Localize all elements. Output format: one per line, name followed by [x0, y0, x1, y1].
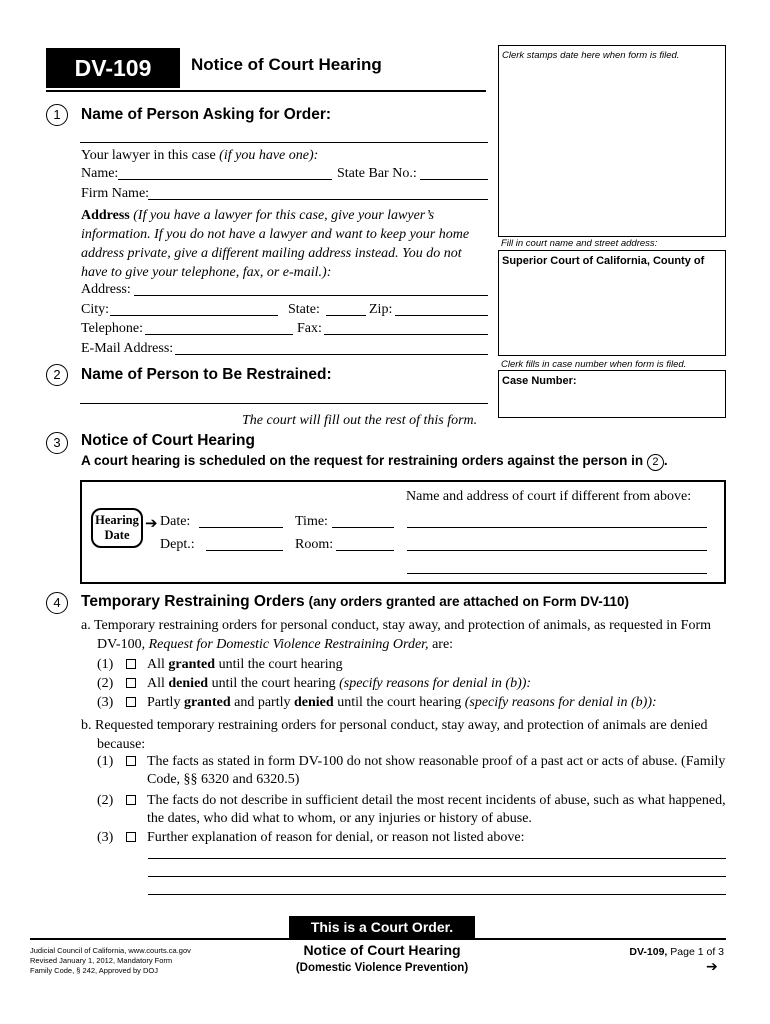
- section-4-heading: [81, 593, 629, 611]
- section-2-title: Name of Person to Be Restrained:: [81, 366, 332, 383]
- telephone-label: Telephone:: [81, 321, 143, 336]
- section-3-subtitle-end: .: [663, 453, 668, 468]
- a-item-2-text: [147, 676, 531, 692]
- state-bar-input[interactable]: [420, 165, 488, 180]
- footer-page-number: Page 1 of 3: [670, 946, 724, 958]
- fax-label: Fax:: [297, 321, 322, 336]
- fax-input[interactable]: [324, 320, 488, 335]
- item-a-line2-post: are:: [432, 637, 454, 652]
- address-note-2: information. If you do not have a lawyer and want to keep your home: [81, 227, 470, 242]
- b-item-1-line1: The facts as stated in form DV-100 do not show reasonable proof of a past act or acts of abuse. (Family: [147, 754, 726, 769]
- email-label: E-Mail Address:: [81, 341, 174, 356]
- address-note-3: address private, give a different mailing address instead. You do not: [81, 246, 462, 261]
- header-rule: [46, 90, 486, 92]
- b-item-1-checkbox[interactable]: [126, 756, 136, 766]
- section-2-number: 2: [46, 364, 68, 386]
- lawyer-name-input[interactable]: [118, 165, 332, 180]
- hearing-badge-line1: Hearing: [95, 513, 139, 527]
- footer-revised: Revised January 1, 2012, Mandatory Form: [30, 956, 173, 965]
- court-name-box[interactable]: [498, 250, 726, 356]
- item-a-line2-pre: DV-100,: [97, 637, 146, 652]
- address-note: [81, 206, 501, 282]
- name-label: Name:: [81, 166, 119, 181]
- a-item-3-num: (3): [97, 695, 114, 710]
- a-item-1-post: until the court hearing: [218, 657, 343, 672]
- footer-council: Judicial Council of California, www.courts.ca.gov: [30, 946, 191, 955]
- denial-reason-line-2[interactable]: [148, 862, 726, 877]
- state-bar-label: State Bar No.:: [337, 166, 417, 181]
- arrow-icon: ➔: [145, 514, 158, 532]
- date-label: Date:: [160, 514, 191, 529]
- a-item-1-text: [147, 657, 343, 673]
- page-title: Notice of Court Hearing: [191, 55, 382, 74]
- b-item-2-line2: the dates, who did what to whom, or any injuries or history of abuse.: [147, 811, 532, 826]
- footer-code: Family Code, § 242, Approved by DOJ: [30, 966, 158, 975]
- alt-court-label: Name and address of court if different from above:: [406, 489, 692, 504]
- a-item-1-checkbox[interactable]: [126, 659, 136, 669]
- a-item-1-pre: All: [147, 657, 165, 672]
- court-name-label: Superior Court of California, County of: [502, 255, 705, 267]
- section-3-subtitle-text: A court hearing is scheduled on the request for restraining orders against the person in: [81, 453, 644, 468]
- hearing-badge-line2: Date: [104, 528, 130, 542]
- a-item-2-num: (2): [97, 676, 114, 691]
- zip-label: Zip:: [369, 302, 393, 317]
- a-item-1-bold: granted: [168, 657, 216, 672]
- address-input[interactable]: [134, 281, 488, 296]
- a-item-2-bold: denied: [168, 676, 209, 691]
- a-item-2-post: until the court hearing: [211, 676, 336, 691]
- address-bold: Address: [81, 208, 130, 223]
- a-item-1-num: (1): [97, 657, 114, 672]
- hearing-time-input[interactable]: [332, 513, 394, 528]
- alt-court-line-1[interactable]: [407, 513, 707, 528]
- b-item-2-checkbox[interactable]: [126, 795, 136, 805]
- item-a-line2: [97, 637, 453, 653]
- section-3-number: 3: [46, 432, 68, 454]
- firm-name-input[interactable]: [148, 185, 488, 200]
- telephone-input[interactable]: [145, 320, 293, 335]
- item-b-line1: b. Requested temporary restraining orders for personal conduct, stay away, and protection of animals are denied: [81, 718, 708, 733]
- footer-rule: [30, 938, 726, 940]
- firm-name-label: Firm Name:: [81, 186, 150, 201]
- address-label: Address:: [81, 282, 131, 297]
- section-1-number: 1: [46, 104, 68, 126]
- hearing-date-badge: [91, 508, 143, 548]
- address-note-4: have to give your telephone, fax, or e-mail.):: [81, 265, 332, 280]
- hearing-dept-input[interactable]: [206, 536, 283, 551]
- b-item-1-line2: Code, §§ 6320 and 6320.5): [147, 772, 300, 787]
- item-a-line1: a. Temporary restraining orders for personal conduct, stay away, and protection of animals, as requested in Form: [81, 618, 711, 633]
- b-item-2-line1: The facts do not describe in sufficient detail the most recent incidents of abuse, such as what happened,: [147, 793, 726, 808]
- case-number-label: Case Number:: [502, 375, 577, 387]
- city-label: City:: [81, 302, 110, 317]
- b-item-3-line1: Further explanation of reason for denial, or reason not listed above:: [147, 830, 525, 845]
- form-id: DV-109: [74, 55, 152, 81]
- case-number-hint: Clerk fills in case number when form is filed.: [501, 359, 687, 370]
- email-input[interactable]: [175, 340, 488, 355]
- item-a-line2-italic: Request for Domestic Violence Restraining Order,: [148, 637, 429, 652]
- a-item-3-bold: granted: [183, 695, 231, 710]
- section-4-number: 4: [46, 592, 68, 614]
- footer-left: [30, 946, 191, 976]
- item-b-line2: because:: [97, 737, 146, 752]
- b-item-2-num: (2): [97, 793, 114, 808]
- footer-page: [600, 946, 724, 958]
- court-fill-note: The court will fill out the rest of this form.: [242, 413, 478, 428]
- footer-title: Notice of Court Hearing: [303, 942, 461, 958]
- a-item-3-post: until the court hearing: [337, 695, 462, 710]
- alt-court-line-3[interactable]: [407, 559, 707, 574]
- section-3-subtitle: [81, 453, 668, 471]
- b-item-1-num: (1): [97, 754, 114, 769]
- case-number-box[interactable]: [498, 370, 726, 418]
- lawyer-line: [81, 148, 318, 164]
- b-item-3-checkbox[interactable]: [126, 832, 136, 842]
- a-item-3-italic: (specify reasons for denial in (b)):: [464, 695, 657, 710]
- court-order-banner: This is a Court Order.: [289, 916, 475, 938]
- footer-subtitle: (Domestic Violence Prevention): [295, 962, 469, 974]
- a-item-3-mid: and partly: [234, 695, 291, 710]
- dept-label: Dept.:: [160, 537, 195, 552]
- zip-input[interactable]: [395, 301, 488, 316]
- section-3-title: Notice of Court Hearing: [81, 432, 255, 449]
- next-page-arrow-icon: ➔: [706, 959, 718, 975]
- room-label: Room:: [295, 537, 334, 552]
- alt-court-line-2[interactable]: [407, 536, 707, 551]
- clerk-stamp-box: [498, 45, 726, 237]
- b-item-3-num: (3): [97, 830, 114, 845]
- clerk-stamp-label: Clerk stamps date here when form is filed.: [502, 50, 680, 61]
- state-label: State:: [288, 302, 320, 317]
- address-note-1: (If you have a lawyer for this case, give your lawyer’s: [133, 208, 435, 223]
- a-item-3-pre: Partly: [147, 695, 181, 710]
- hearing-date-input[interactable]: [199, 513, 283, 528]
- section-3-subtitle-ref: 2: [647, 454, 664, 471]
- hearing-box: [80, 480, 726, 584]
- lawyer-line-italic: (if you have one):: [219, 148, 319, 163]
- state-input[interactable]: [326, 301, 366, 316]
- a-item-2-checkbox[interactable]: [126, 678, 136, 688]
- form-id-badge: [46, 48, 180, 88]
- a-item-3-bold2: denied: [294, 695, 334, 710]
- section-4-title: Temporary Restraining Orders: [81, 593, 305, 610]
- footer-form-id: DV-109,: [629, 946, 668, 958]
- denial-reason-line-3[interactable]: [148, 880, 726, 895]
- restrained-name-input[interactable]: [80, 389, 488, 404]
- a-item-2-pre: All: [147, 676, 165, 691]
- court-name-hint: Fill in court name and street address:: [501, 238, 658, 249]
- lawyer-line-text: Your lawyer in this case: [81, 148, 216, 163]
- hearing-room-input[interactable]: [336, 536, 394, 551]
- section-1-title: Name of Person Asking for Order:: [81, 106, 332, 123]
- a-item-3-text: [147, 695, 657, 711]
- petitioner-name-input[interactable]: [80, 128, 488, 143]
- city-input[interactable]: [110, 301, 278, 316]
- denial-reason-line-1[interactable]: [148, 844, 726, 859]
- section-4-title-suffix: (any orders granted are attached on Form DV-110): [308, 594, 630, 609]
- a-item-2-italic: (specify reasons for denial in (b)):: [339, 676, 532, 691]
- a-item-3-checkbox[interactable]: [126, 697, 136, 707]
- time-label: Time:: [295, 514, 328, 529]
